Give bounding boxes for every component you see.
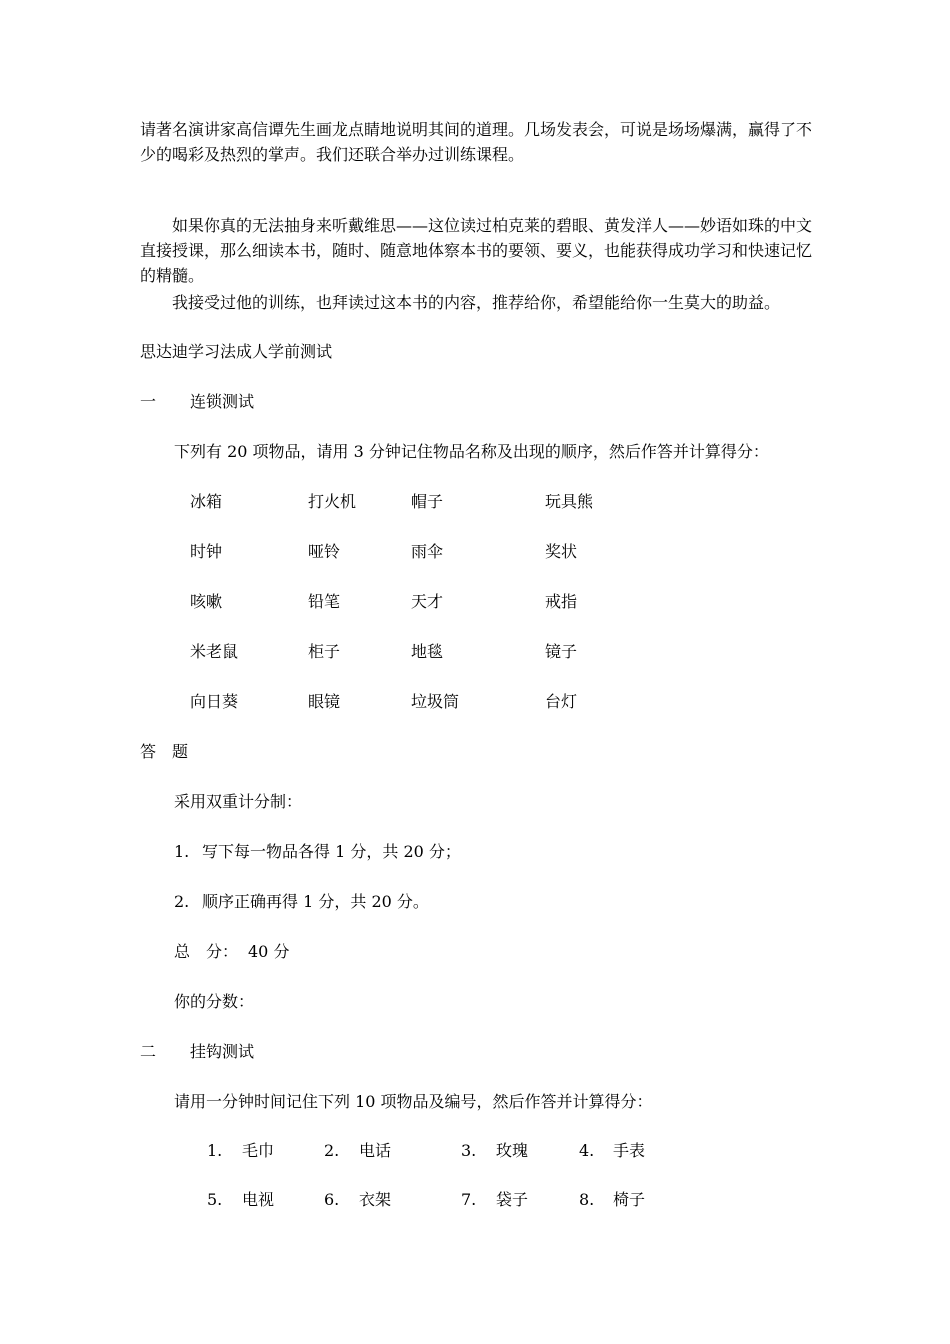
list-item: 地毯 — [411, 642, 444, 661]
total-label: 总 分： — [174, 942, 239, 961]
section1-instruction: 下列有 20 项物品，请用 3 分钟记住物品名称及出现的顺序，然后作答并计算得分： — [174, 442, 769, 461]
item-number: 1. — [207, 1141, 223, 1160]
list-item: 眼镜 — [308, 692, 341, 711]
list-item: 衣架 — [359, 1190, 392, 1209]
answer-heading: 答 题 — [140, 742, 189, 761]
list-item: 铅笔 — [308, 592, 341, 611]
intro-paragraph-1: 请著名演讲家高信谭先生画龙点睛地说明其间的道理。几场发表会，可说是场场爆满，赢得了不少的喝彩及热烈的掌声。我们还联合举办过训练课程。 — [140, 120, 813, 164]
list-item: 戒指 — [545, 592, 578, 611]
list-item: 电视 — [242, 1190, 275, 1209]
list-item: 冰箱 — [190, 492, 223, 511]
section2-number: 二 — [140, 1042, 157, 1061]
list-item: 帽子 — [411, 492, 444, 511]
item-number: 8. — [579, 1190, 595, 1209]
list-item: 咳嗽 — [190, 592, 223, 611]
intro-paragraph-3: 我接受过他的训练，也拜读过这本书的内容，推荐给你，希望能给你一生莫大的助益。 — [172, 293, 781, 312]
total-value: 40 分 — [248, 942, 290, 961]
list-item: 镜子 — [545, 642, 578, 661]
item-number: 7. — [461, 1190, 477, 1209]
section2-title: 挂钩测试 — [190, 1042, 255, 1061]
list-item: 电话 — [359, 1141, 392, 1160]
list-item: 天才 — [411, 592, 444, 611]
list-item: 柜子 — [308, 642, 341, 661]
list-item: 台灯 — [545, 692, 578, 711]
item-number: 3. — [461, 1141, 477, 1160]
list-item: 时钟 — [190, 542, 223, 561]
list-item: 玫瑰 — [496, 1141, 529, 1160]
rule-text: 顺序正确再得 1 分，共 20 分。 — [202, 892, 429, 911]
rule-number: 2. — [174, 892, 190, 911]
intro-paragraph-2: 如果你真的无法抽身来听戴维思——这位读过柏克莱的碧眼、黄发洋人——妙语如珠的中文直接授课，那么细读本书，随时、随意地体察本书的要领、要义，也能获得成功学习和快速记忆的精髓。 — [140, 216, 813, 285]
list-item: 袋子 — [496, 1190, 529, 1209]
list-item: 玩具熊 — [545, 492, 594, 511]
test-title: 思达迪学习法成人学前测试 — [140, 342, 333, 361]
list-item: 奖状 — [545, 542, 578, 561]
section2-instruction: 请用一分钟时间记住下列 10 项物品及编号，然后作答并计算得分： — [174, 1092, 653, 1111]
your-score-label: 你的分数： — [174, 992, 255, 1011]
list-item: 向日葵 — [190, 692, 239, 711]
item-number: 2. — [324, 1141, 340, 1160]
list-item: 手表 — [613, 1141, 646, 1160]
scoring-intro: 采用双重计分制： — [174, 792, 303, 811]
list-item: 雨伞 — [411, 542, 444, 561]
section1-title: 连锁测试 — [190, 392, 255, 411]
list-item: 垃圾筒 — [411, 692, 460, 711]
item-number: 5. — [207, 1190, 223, 1209]
rule-text: 写下每一物品各得 1 分，共 20 分； — [202, 842, 461, 861]
section1-number: 一 — [140, 392, 157, 411]
list-item: 毛巾 — [242, 1141, 275, 1160]
rule-number: 1. — [174, 842, 190, 861]
item-number: 4. — [579, 1141, 595, 1160]
list-item: 哑铃 — [308, 542, 341, 561]
list-item: 椅子 — [613, 1190, 646, 1209]
item-number: 6. — [324, 1190, 340, 1209]
list-item: 打火机 — [308, 492, 357, 511]
list-item: 米老鼠 — [190, 642, 239, 661]
